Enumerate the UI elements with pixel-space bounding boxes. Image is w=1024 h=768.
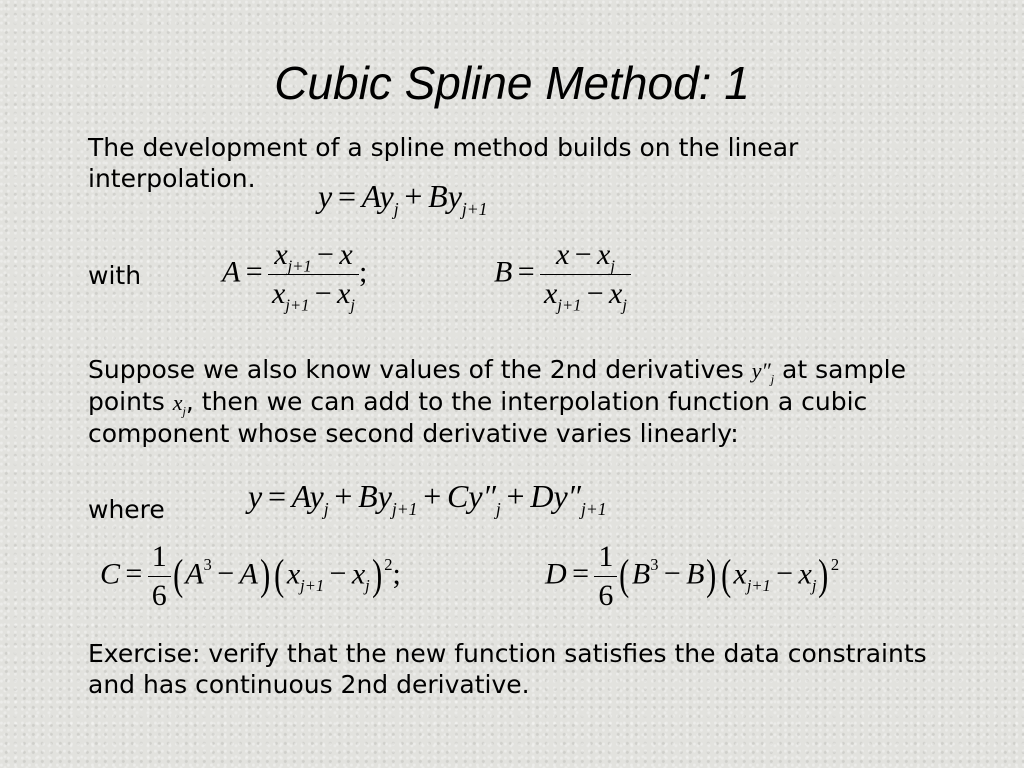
para2-part-c: , then we can add to the interpolation function a cubic component whose second derivative varies linearly: <box>88 387 868 448</box>
coefficient-c-equation: C = $\frac{1}{6}$ $(A^3 - A)(x_{j+1} - x_j)$ $^2$; <box>100 540 401 612</box>
slide-title: Cubic Spline Method: 1 <box>274 57 750 109</box>
linear-interpolation-equation: $y = Ay_j + By_{j+1}$ <box>318 178 488 219</box>
exercise-paragraph: Exercise: verify that the new function satisfies the data constraints and has continuous 2nd derivative. <box>88 639 927 699</box>
with-label: with <box>88 261 142 290</box>
coefficient-d-equation: D = $\frac{1}{6}$ $(B^3 - B)(x_{j+1} - x_j)$ $^2$ <box>545 540 840 612</box>
coefficient-a-equation: A = $\frac{x_{j+1} - x}{x_{j+1} - x_j}$ ; <box>222 238 368 315</box>
para2-part-b: at sample points <box>88 355 906 416</box>
intro-paragraph: The development of a spline method builds on the linear interpolation. <box>88 133 799 193</box>
coefficient-b-equation: B = $\frac{x - x_j}{x_{j+1} - x_j}$ <box>494 238 631 311</box>
inline-y-double-prime-j: $y''_j$ <box>751 358 775 387</box>
para2-part-a: Suppose we also know values of the 2nd derivatives <box>88 355 744 384</box>
second-derivative-paragraph <box>88 354 958 449</box>
inline-x-j: $x_j$ <box>172 390 186 419</box>
cubic-spline-equation: $y = Ay_j + By_{j+1} + Cy''_j + Dy''_{j+1}$ <box>248 478 607 519</box>
where-label: where <box>88 495 165 524</box>
